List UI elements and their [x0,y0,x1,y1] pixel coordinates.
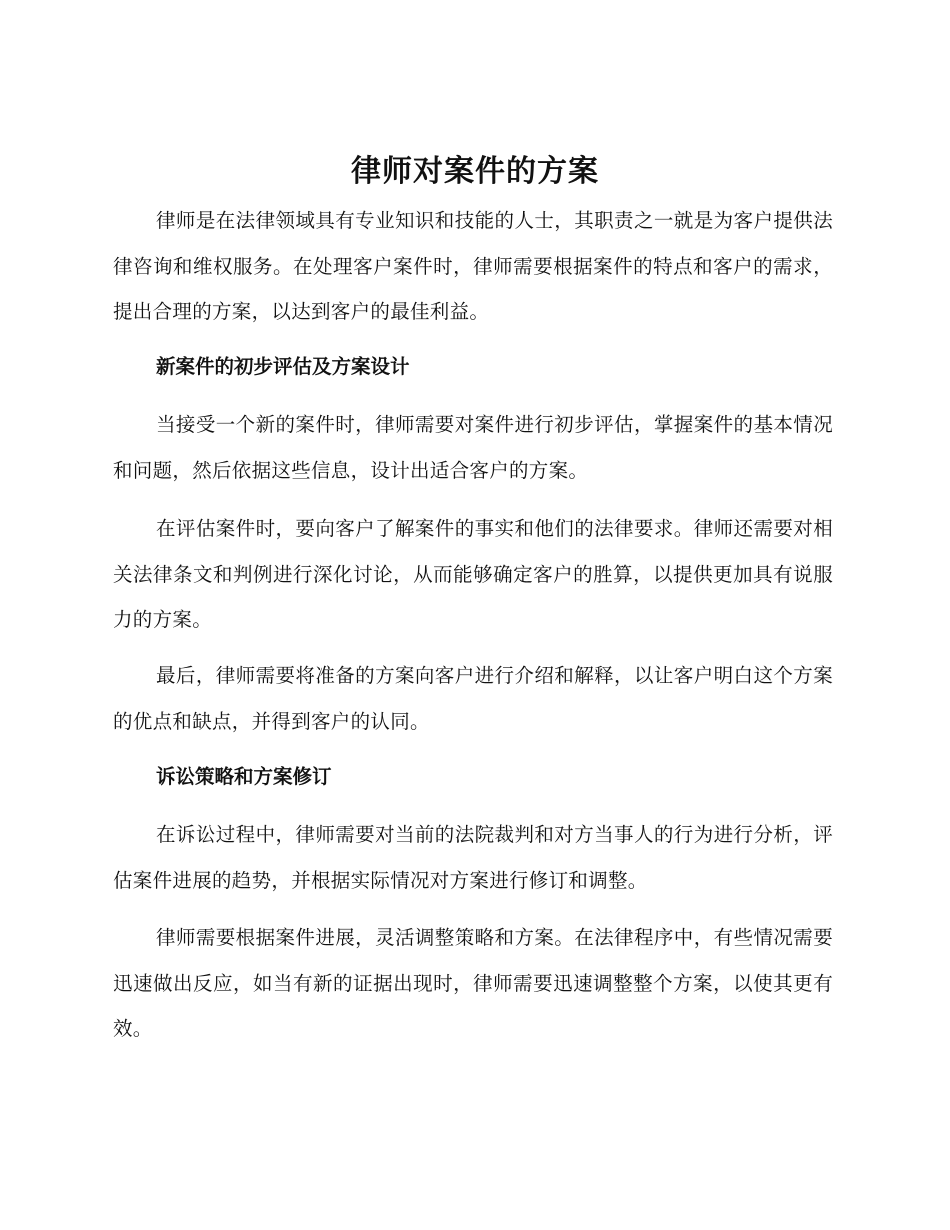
body-paragraph: 在诉讼过程中，律师需要对当前的法院裁判和对方当事人的行为进行分析，评估案件进展的趋势，并根据实际情况对方案进行修订和调整。 [113,823,833,892]
page-title: 律师对案件的方案 [351,154,599,189]
section-heading: 诉讼策略和方案修订 [156,765,332,788]
section-heading: 新案件的初步评估及方案设计 [156,355,410,378]
body-paragraph: 在评估案件时，要向客户了解案件的事实和他们的法律要求。律师还需要对相关法律条文和判例进行深化讨论，从而能够确定客户的胜算，以提供更加具有说服力的方案。 [113,517,833,631]
body-paragraph: 最后，律师需要将准备的方案向客户进行介绍和解释，以让客户明白这个方案的优点和缺点，并得到客户的认同。 [113,664,833,733]
body-paragraph: 律师需要根据案件进展，灵活调整策略和方案。在法律程序中，有些情况需要迅速做出反应，如当有新的证据出现时，律师需要迅速调整整个方案，以使其更有效。 [113,926,833,1040]
intro-paragraph: 律师是在法律领域具有专业知识和技能的人士，其职责之一就是为客户提供法律咨询和维权服务。在处理客户案件时，律师需要根据案件的特点和客户的需求，提出合理的方案，以达到客户的最佳利益。 [113,209,833,323]
body-paragraph: 当接受一个新的案件时，律师需要对案件进行初步评估，掌握案件的基本情况和问题，然后依据这些信息，设计出适合客户的方案。 [113,413,833,482]
